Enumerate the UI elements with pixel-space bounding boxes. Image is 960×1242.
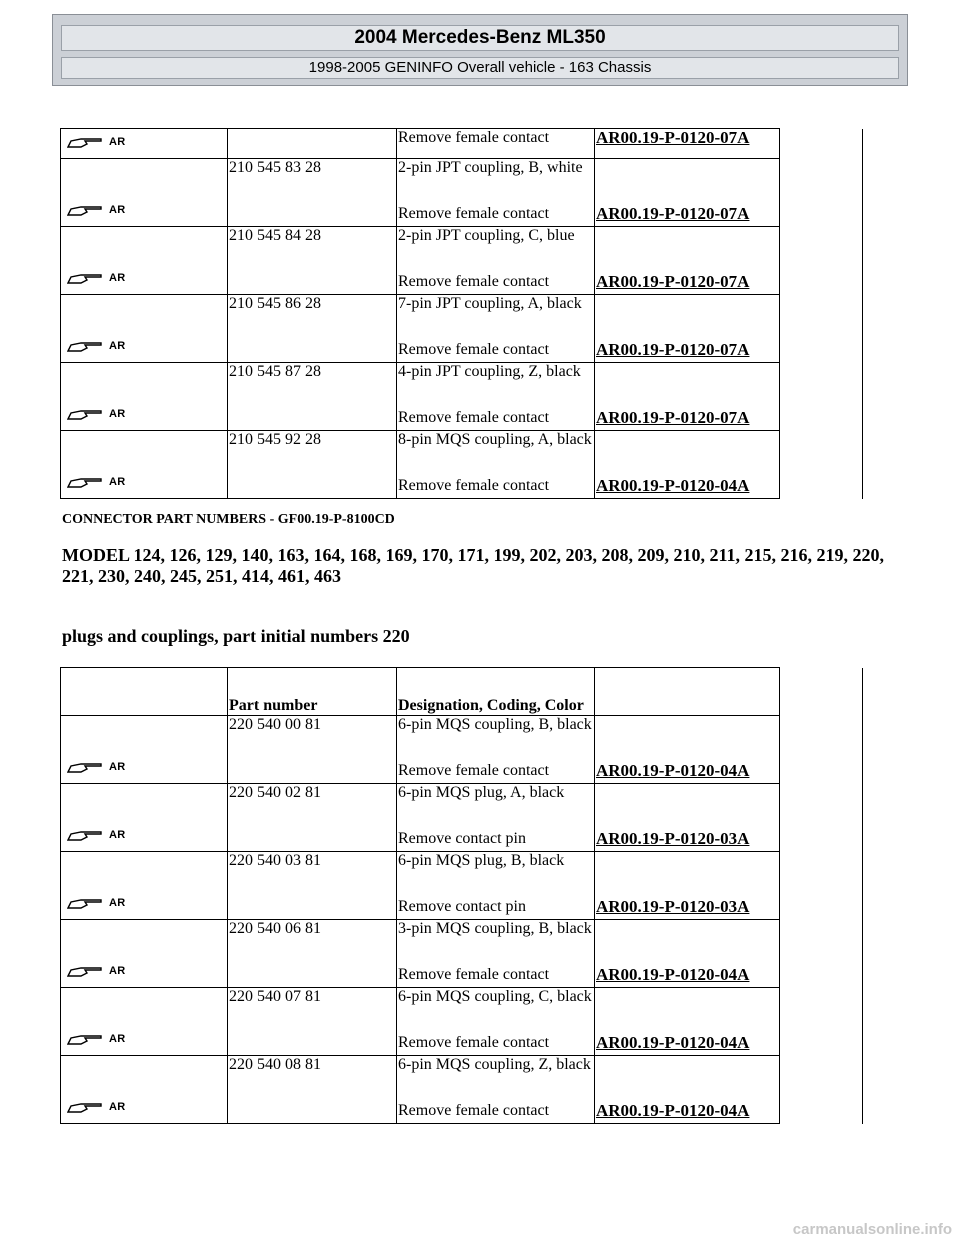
part-number-cell: 220 540 07 81 xyxy=(228,988,397,1056)
ar-label: AR xyxy=(109,965,126,977)
reference-link[interactable]: AR00.19-P-0120-07A xyxy=(596,128,750,147)
designation-cell: 6-pin MQS plug, B, black xyxy=(397,852,595,898)
part-number-cell: 210 545 86 28 xyxy=(228,295,397,363)
table-row xyxy=(61,227,863,273)
action-cell: Remove female contact xyxy=(397,966,595,988)
watermark: carmanualsonline.info xyxy=(792,1221,952,1238)
part-number-cell: 210 545 83 28 xyxy=(228,159,397,227)
designation-cell: 6-pin MQS plug, A, black xyxy=(397,784,595,830)
part-number-cell: 220 540 03 81 xyxy=(228,852,397,920)
model-list: MODEL 124, 126, 129, 140, 163, 164, 168, 169, 170, 171, 199, 202, 203, 208, 209, 210, 211, 215, 216, 219, 220, 221, 230, 240, 245, 251, 414, 461, 463 xyxy=(62,545,885,586)
pointing-hand-icon[interactable] xyxy=(67,337,126,355)
document-title: 2004 Mercedes-Benz ML350 xyxy=(61,25,899,51)
table-header-row xyxy=(61,668,863,716)
designation-cell: 6-pin MQS coupling, Z, black xyxy=(397,1056,595,1102)
table-row xyxy=(61,1056,863,1102)
pointing-hand-icon[interactable] xyxy=(67,1030,126,1048)
ar-label: AR xyxy=(109,897,126,909)
designation-cell: 6-pin MQS coupling, B, black xyxy=(397,716,595,762)
pointing-hand-icon[interactable] xyxy=(67,473,126,491)
reference-link[interactable]: AR00.19-P-0120-04A xyxy=(596,760,750,780)
section-caption: CONNECTOR PART NUMBERS - GF00.19-P-8100CD xyxy=(62,512,395,527)
pointing-hand-icon[interactable] xyxy=(67,269,126,287)
table-row xyxy=(61,716,863,762)
ar-label: AR xyxy=(109,408,126,420)
reference-link[interactable]: AR00.19-P-0120-07A xyxy=(596,203,750,223)
designation-cell: 7-pin JPT coupling, A, black xyxy=(397,295,595,341)
ar-label: AR xyxy=(109,272,126,284)
part-number-cell: 210 545 87 28 xyxy=(228,363,397,431)
table-row xyxy=(61,159,863,205)
designation-cell: 3-pin MQS coupling, B, black xyxy=(397,920,595,966)
designation-cell: 2-pin JPT coupling, B, white xyxy=(397,159,595,205)
table-row xyxy=(61,988,863,1034)
action-cell: Remove female contact xyxy=(397,205,595,227)
ar-label: AR xyxy=(109,761,126,773)
ar-label: AR xyxy=(109,1033,126,1045)
reference-link[interactable]: AR00.19-P-0120-03A xyxy=(596,828,750,848)
reference-link[interactable]: AR00.19-P-0120-04A xyxy=(596,1032,750,1052)
reference-link[interactable]: AR00.19-P-0120-04A xyxy=(596,1100,750,1120)
document-header xyxy=(52,14,908,86)
action-cell: Remove contact pin xyxy=(397,898,595,920)
pointing-hand-icon[interactable] xyxy=(67,133,126,151)
ar-label: AR xyxy=(109,476,126,488)
reference-link[interactable]: AR00.19-P-0120-07A xyxy=(596,339,750,359)
ar-label: AR xyxy=(109,1101,126,1113)
header-part-number: Part number xyxy=(228,668,397,716)
part-number-cell: 220 540 08 81 xyxy=(228,1056,397,1124)
reference-link[interactable]: AR00.19-P-0120-03A xyxy=(596,896,750,916)
table-row xyxy=(61,129,863,159)
table-row xyxy=(61,852,863,898)
reference-link[interactable]: AR00.19-P-0120-07A xyxy=(596,407,750,427)
table-row xyxy=(61,920,863,966)
action-cell: Remove female contact xyxy=(397,341,595,363)
action-cell: Remove female contact xyxy=(397,409,595,431)
designation-cell: 8-pin MQS coupling, A, black xyxy=(397,431,595,477)
table-row xyxy=(61,295,863,341)
reference-link[interactable]: AR00.19-P-0120-04A xyxy=(596,475,750,495)
pointing-hand-icon[interactable] xyxy=(67,1098,126,1116)
part-number-cell: 220 540 00 81 xyxy=(228,716,397,784)
designation-cell: Remove female contact xyxy=(397,129,595,159)
action-cell: Remove female contact xyxy=(397,1034,595,1056)
designation-cell: 6-pin MQS coupling, C, black xyxy=(397,988,595,1034)
pointing-hand-icon[interactable] xyxy=(67,962,126,980)
part-number-cell: 210 545 84 28 xyxy=(228,227,397,295)
part-number-cell: 210 545 92 28 xyxy=(228,431,397,499)
pointing-hand-icon[interactable] xyxy=(67,894,126,912)
header-designation: Designation, Coding, Color xyxy=(397,668,595,716)
pointing-hand-icon[interactable] xyxy=(67,405,126,423)
pointing-hand-icon[interactable] xyxy=(67,826,126,844)
ar-label: AR xyxy=(109,136,126,148)
reference-link[interactable]: AR00.19-P-0120-04A xyxy=(596,964,750,984)
action-cell: Remove female contact xyxy=(397,273,595,295)
parts-table-210 xyxy=(60,128,863,499)
table-row xyxy=(61,431,863,477)
pointing-hand-icon[interactable] xyxy=(67,201,126,219)
ar-label: AR xyxy=(109,829,126,841)
action-cell: Remove female contact xyxy=(397,762,595,784)
plugs-heading: plugs and couplings, part initial numbers 220 xyxy=(62,626,410,646)
action-cell: Remove contact pin xyxy=(397,830,595,852)
table-row xyxy=(61,784,863,830)
document-subtitle: 1998-2005 GENINFO Overall vehicle - 163 Chassis xyxy=(61,57,899,79)
part-number-cell: 220 540 06 81 xyxy=(228,920,397,988)
parts-table-220 xyxy=(60,667,863,1124)
pointing-hand-icon[interactable] xyxy=(67,758,126,776)
ar-label: AR xyxy=(109,204,126,216)
part-number-cell: 220 540 02 81 xyxy=(228,784,397,852)
designation-cell: 4-pin JPT coupling, Z, black xyxy=(397,363,595,409)
designation-cell: 2-pin JPT coupling, C, blue xyxy=(397,227,595,273)
action-cell: Remove female contact xyxy=(397,477,595,499)
table-row xyxy=(61,363,863,409)
action-cell: Remove female contact xyxy=(397,1102,595,1124)
reference-link[interactable]: AR00.19-P-0120-07A xyxy=(596,271,750,291)
ar-label: AR xyxy=(109,340,126,352)
